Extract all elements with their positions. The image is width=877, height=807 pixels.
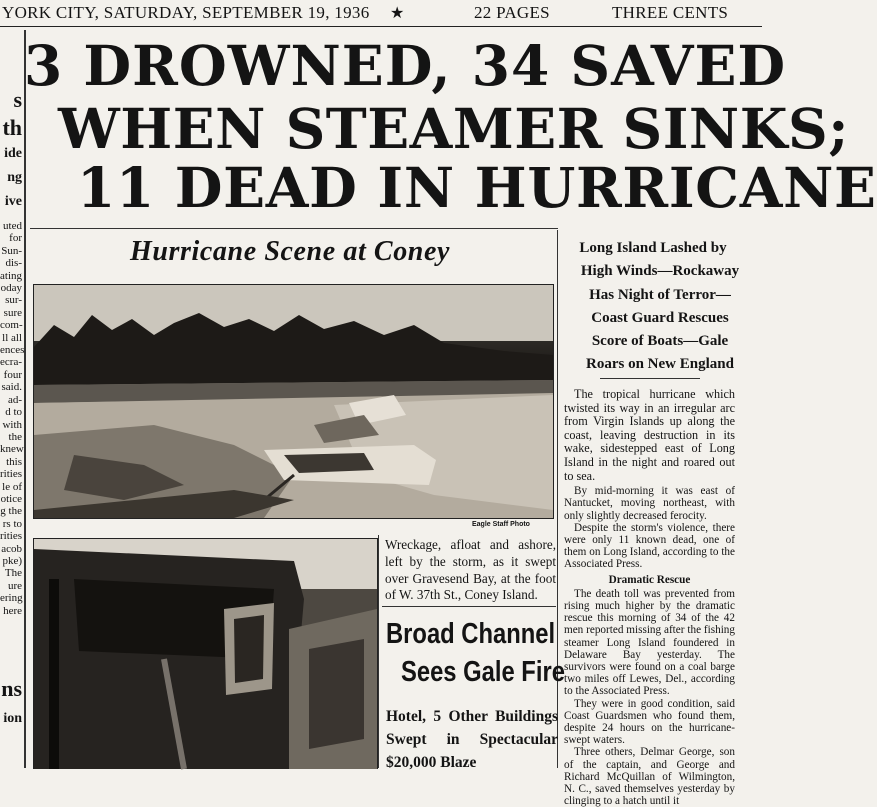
left-fragment: ure [7,579,22,592]
story-paragraph: Despite the storm's violence, there were only 11 known dead, one of them on Long Island, according to the Associated Press. [564,521,735,571]
photo-illustration [34,539,377,769]
column-rule [24,30,26,768]
left-fragment: ide [4,146,22,161]
price: THREE CENTS [612,3,729,22]
left-fragment: for [9,232,22,245]
left-fragment: with [2,418,22,431]
left-fragment: otice [0,492,22,505]
left-fragment: rities [0,468,22,481]
left-fragment: ences [0,344,25,357]
left-fragment: dis- [5,257,22,270]
left-fragment: acob [1,542,22,555]
left-fragment-mid: ion [3,711,22,726]
folio-line [0,0,762,27]
photo-title: Hurricane Scene at Coney [129,236,451,267]
left-fragment: this [6,455,22,468]
left-fragment: four [3,368,22,381]
horizontal-rule [382,606,556,607]
left-fragment: said. [1,381,22,394]
deck-line: Coast Guard Rescues [591,309,729,326]
photo-illustration [34,285,553,518]
second-story-deck: Hotel, 5 Other Buildings Swept in Spectacular $20,000 Blaze [386,708,558,771]
left-fragment: ering [0,592,23,605]
deck-line: High Winds—Rockaway [580,263,740,280]
headline-line-1: 3 DROWNED, 34 SAVED [24,33,787,98]
left-fragment: rs to [2,517,22,530]
left-fragment: le of [2,480,22,493]
left-fragment: sur- [5,294,22,307]
left-fragment: s [13,87,22,112]
story-paragraph: The death toll was prevented from rising much higher by the dramatic rescue this morning of 34 of the 42 men reported missing after the fishing steamer Long Island foundered in Delaware Bay yesterday. The survivors were found on a coal barge two miles off Lewes, Del., according to the Associated Press. [564,587,735,698]
left-fragment: th [2,115,22,140]
story-paragraph: They were in good condition, said Coast Guardsmen who found them, despite 24 hours on the hurricane-swept waters. [564,697,735,747]
deck-line: Has Night of Terror— [589,286,731,303]
left-fragment: sure [3,306,22,319]
storm-damage-photo [33,538,378,769]
left-clipped-column [0,30,24,768]
left-fragment: com- [0,319,23,332]
left-fragment: ating [0,269,22,282]
coney-island-wreckage-photo [33,284,554,519]
page-count: 22 PAGES [474,3,550,22]
second-story-head-line-1: Broad Channel [386,618,556,650]
story-paragraph: By mid-morning it was east of Nantucket, moving northeast, with only slightly decreased ferocity. [564,485,735,522]
left-fragment: oday [0,282,22,295]
story-body [564,388,735,807]
left-fragment: ng [7,170,22,185]
left-fragment: ll all [2,331,22,344]
left-fragment: rities [0,530,22,543]
headline-line-3: 11 DEAD IN HURRICANE [77,155,877,220]
deck-line: Score of Boats—Gale [591,333,729,350]
deck-line: Long Island Lashed by [579,240,727,256]
story-paragraph: Three others, Delmar George, son of the captain, and George and Richard McQuillan of Wilmington, N. C., saved themselves yesterday by clinging to a hatch until it [564,746,735,807]
left-fragment: uted [3,220,22,232]
left-fragment: The [4,567,22,580]
story-paragraph: The tropical hurricane which twisted its way in an irregular arc from Virgin Islands up along the coast, leaving destruction in its wake, sidestepped east of Long Island in the night and roared out to sea. [564,387,735,483]
left-fragment: here [3,604,22,617]
headline-line-2: WHEN STEAMER SINKS; [58,96,850,161]
left-fragment: d to [5,406,22,419]
left-fragment-big: ns [1,676,22,701]
deck-line: Roars on New England [586,356,734,373]
column-rule [378,535,379,768]
story-deck [563,237,743,377]
photo-credit: Eagle Staff Photo [472,521,530,528]
left-fragment: pke) [2,554,22,567]
left-fragment: knew [0,443,24,456]
deck-rule [600,378,700,379]
second-story-head-line-2: Sees Gale Fire [401,656,565,688]
photo-caption: Wreckage, afloat and ashore, left by the storm, as it swept over Gravesend Bay, at the foot of W. 37th St., Coney Island. [385,537,556,603]
story-subhead: Dramatic Rescue [608,573,691,586]
star-icon: ★ [390,5,405,22]
left-fragment: ive [4,194,22,209]
left-fragment: ecra- [0,356,22,369]
left-fragment: Sun- [1,244,22,257]
left-fragment: g the [0,505,22,518]
left-fragment: the [8,430,22,443]
horizontal-rule [30,228,558,229]
dateline: YORK CITY, SATURDAY, SEPTEMBER 19, 1936 [2,3,370,22]
left-fragment: ad- [7,393,22,406]
